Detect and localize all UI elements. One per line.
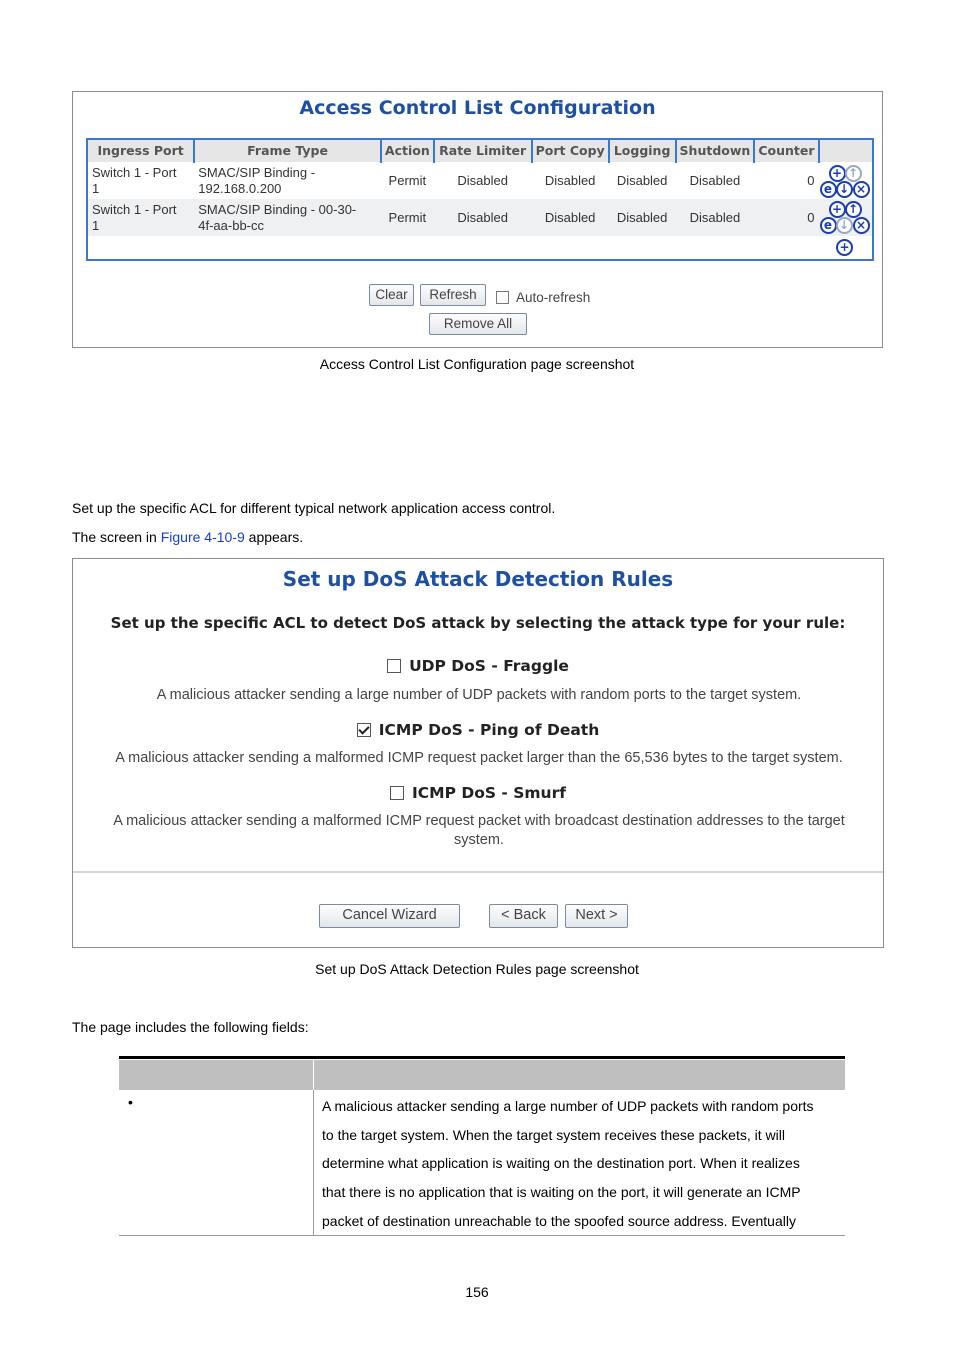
action-cell: Permit [381,162,434,199]
smurf-checkbox[interactable] [390,786,404,800]
dos-subtitle: Set up the specific ACL to detect DoS attack by selecting the attack type for your rule: [110,614,846,632]
paragraph: Set up the specific ACL for different typical network application access control. [72,500,556,516]
col-rate-limiter: Rate Limiter [434,140,532,162]
frame-text: 192.168.0.200 [198,180,282,196]
col-action: Action [381,140,434,162]
shutdown-cell: Disabled [676,199,755,236]
description-line: packet of destination unreachable to the spoofed source address. Eventually [322,1213,796,1229]
table-top-rule [119,1056,845,1059]
port-text: Switch 1 - Port [92,201,177,217]
frame-text: SMAC/SIP Binding - [198,164,316,180]
edit-icon[interactable]: e [820,181,837,198]
move-down-icon[interactable]: ↓ [836,217,853,234]
add-entry-icon[interactable]: + [836,239,853,256]
delete-icon[interactable]: × [853,217,870,234]
delete-icon[interactable]: × [853,181,870,198]
move-down-icon[interactable]: ↓ [836,181,853,198]
counter-cell: 0 [754,162,818,199]
fraggle-checkbox[interactable] [387,659,401,673]
paragraph: The page includes the following fields: [72,1019,309,1035]
table-header [119,1060,845,1090]
rate-limiter-cell: Disabled [434,162,532,199]
figure-caption: Set up DoS Attack Detection Rules page screenshot [315,961,639,977]
edit-icon[interactable]: e [820,217,837,234]
col-frame-type: Frame Type [194,140,381,162]
paragraph-text: appears. [244,529,304,545]
ingress-port-cell [88,199,194,236]
option-description: A malicious attacker sending a large number of UDP packets with random ports to the target system. [156,687,802,703]
col-port-copy: Port Copy [532,140,609,162]
action-cell: Permit [381,199,434,236]
paragraph-text: The screen in [72,529,161,545]
option-udp-fraggle[interactable] [73,657,883,675]
option-smurf[interactable] [73,784,883,802]
col-counter: Counter [754,140,818,162]
bullet: • [128,1094,133,1110]
insert-icon[interactable]: + [829,201,846,218]
table-row [88,199,872,236]
cancel-wizard-button[interactable]: Cancel Wizard [319,904,460,928]
back-button[interactable]: < Back [489,904,558,928]
figure-caption: Access Control List Configuration page screenshot [319,356,635,372]
insert-icon[interactable]: + [829,165,846,182]
row-operations [819,162,873,199]
col-shutdown: Shutdown [676,140,755,162]
logging-cell: Disabled [609,199,676,236]
header-separator [313,1060,314,1090]
counter-cell: 0 [754,199,818,236]
option-label: UDP DoS - Fraggle [409,657,569,675]
frame-text: SMAC/SIP Binding - 00-30- [198,201,357,217]
ingress-port-cell [88,162,194,199]
description-line: that there is no application that is waiting on the port, it will generate an ICMP [322,1184,801,1200]
ping-of-death-checkbox[interactable] [357,723,371,737]
row-operations [819,199,873,236]
table-row [88,162,872,199]
description-line: to the target system. When the target system receives these packets, it will [322,1127,785,1143]
move-up-icon[interactable]: ↑ [845,165,862,182]
col-operations [819,140,873,162]
acl-table-container [86,138,874,261]
move-up-icon[interactable]: ↑ [845,201,862,218]
next-button[interactable]: Next > [565,904,628,928]
option-label: ICMP DoS - Smurf [412,784,566,802]
col-logging: Logging [609,140,676,162]
column-separator [313,1090,314,1235]
option-description: A malicious attacker sending a malformed ICMP request packet larger than the 65,536 bytes to the target system. [115,750,843,766]
description-line: A malicious attacker sending a large number of UDP packets with random ports [322,1098,814,1114]
option-ping-of-death[interactable] [73,721,883,739]
page-number: 156 [465,1284,489,1300]
description-line: determine what application is waiting on the destination port. When it realizes [322,1155,800,1171]
clear-button[interactable]: Clear [369,284,414,306]
remove-all-button[interactable]: Remove All [429,313,527,335]
auto-refresh-checkbox[interactable] [496,291,509,304]
auto-refresh-label: Auto-refresh [516,290,591,305]
dos-title: Set up DoS Attack Detection Rules [282,567,674,591]
acl-title: Access Control List Configuration [299,97,656,119]
option-label: ICMP DoS - Ping of Death [378,721,600,739]
port-copy-cell: Disabled [532,162,609,199]
frame-text: 4f-aa-bb-cc [198,217,265,233]
divider [73,871,883,873]
port-text: 1 [92,180,100,196]
refresh-button[interactable]: Refresh [420,284,486,306]
acl-screenshot [72,91,883,348]
frame-type-cell [194,162,381,199]
paragraph [72,529,303,545]
acl-table [88,140,872,236]
frame-type-cell [194,199,381,236]
dos-wizard-screenshot [72,558,884,948]
table-bottom-rule [119,1235,845,1236]
rate-limiter-cell: Disabled [434,199,532,236]
col-ingress-port: Ingress Port [88,140,194,162]
port-copy-cell: Disabled [532,199,609,236]
shutdown-cell: Disabled [676,162,755,199]
port-text: 1 [92,217,100,233]
logging-cell: Disabled [609,162,676,199]
option-description [93,812,865,850]
figure-link[interactable]: Figure 4-10-9 [160,529,245,545]
description-text: system. [454,832,504,848]
acl-header-row [88,140,872,162]
port-text: Switch 1 - Port [92,164,177,180]
description-text: A malicious attacker sending a malformed ICMP request packet with broadcast destination addresses to the target [113,813,845,829]
